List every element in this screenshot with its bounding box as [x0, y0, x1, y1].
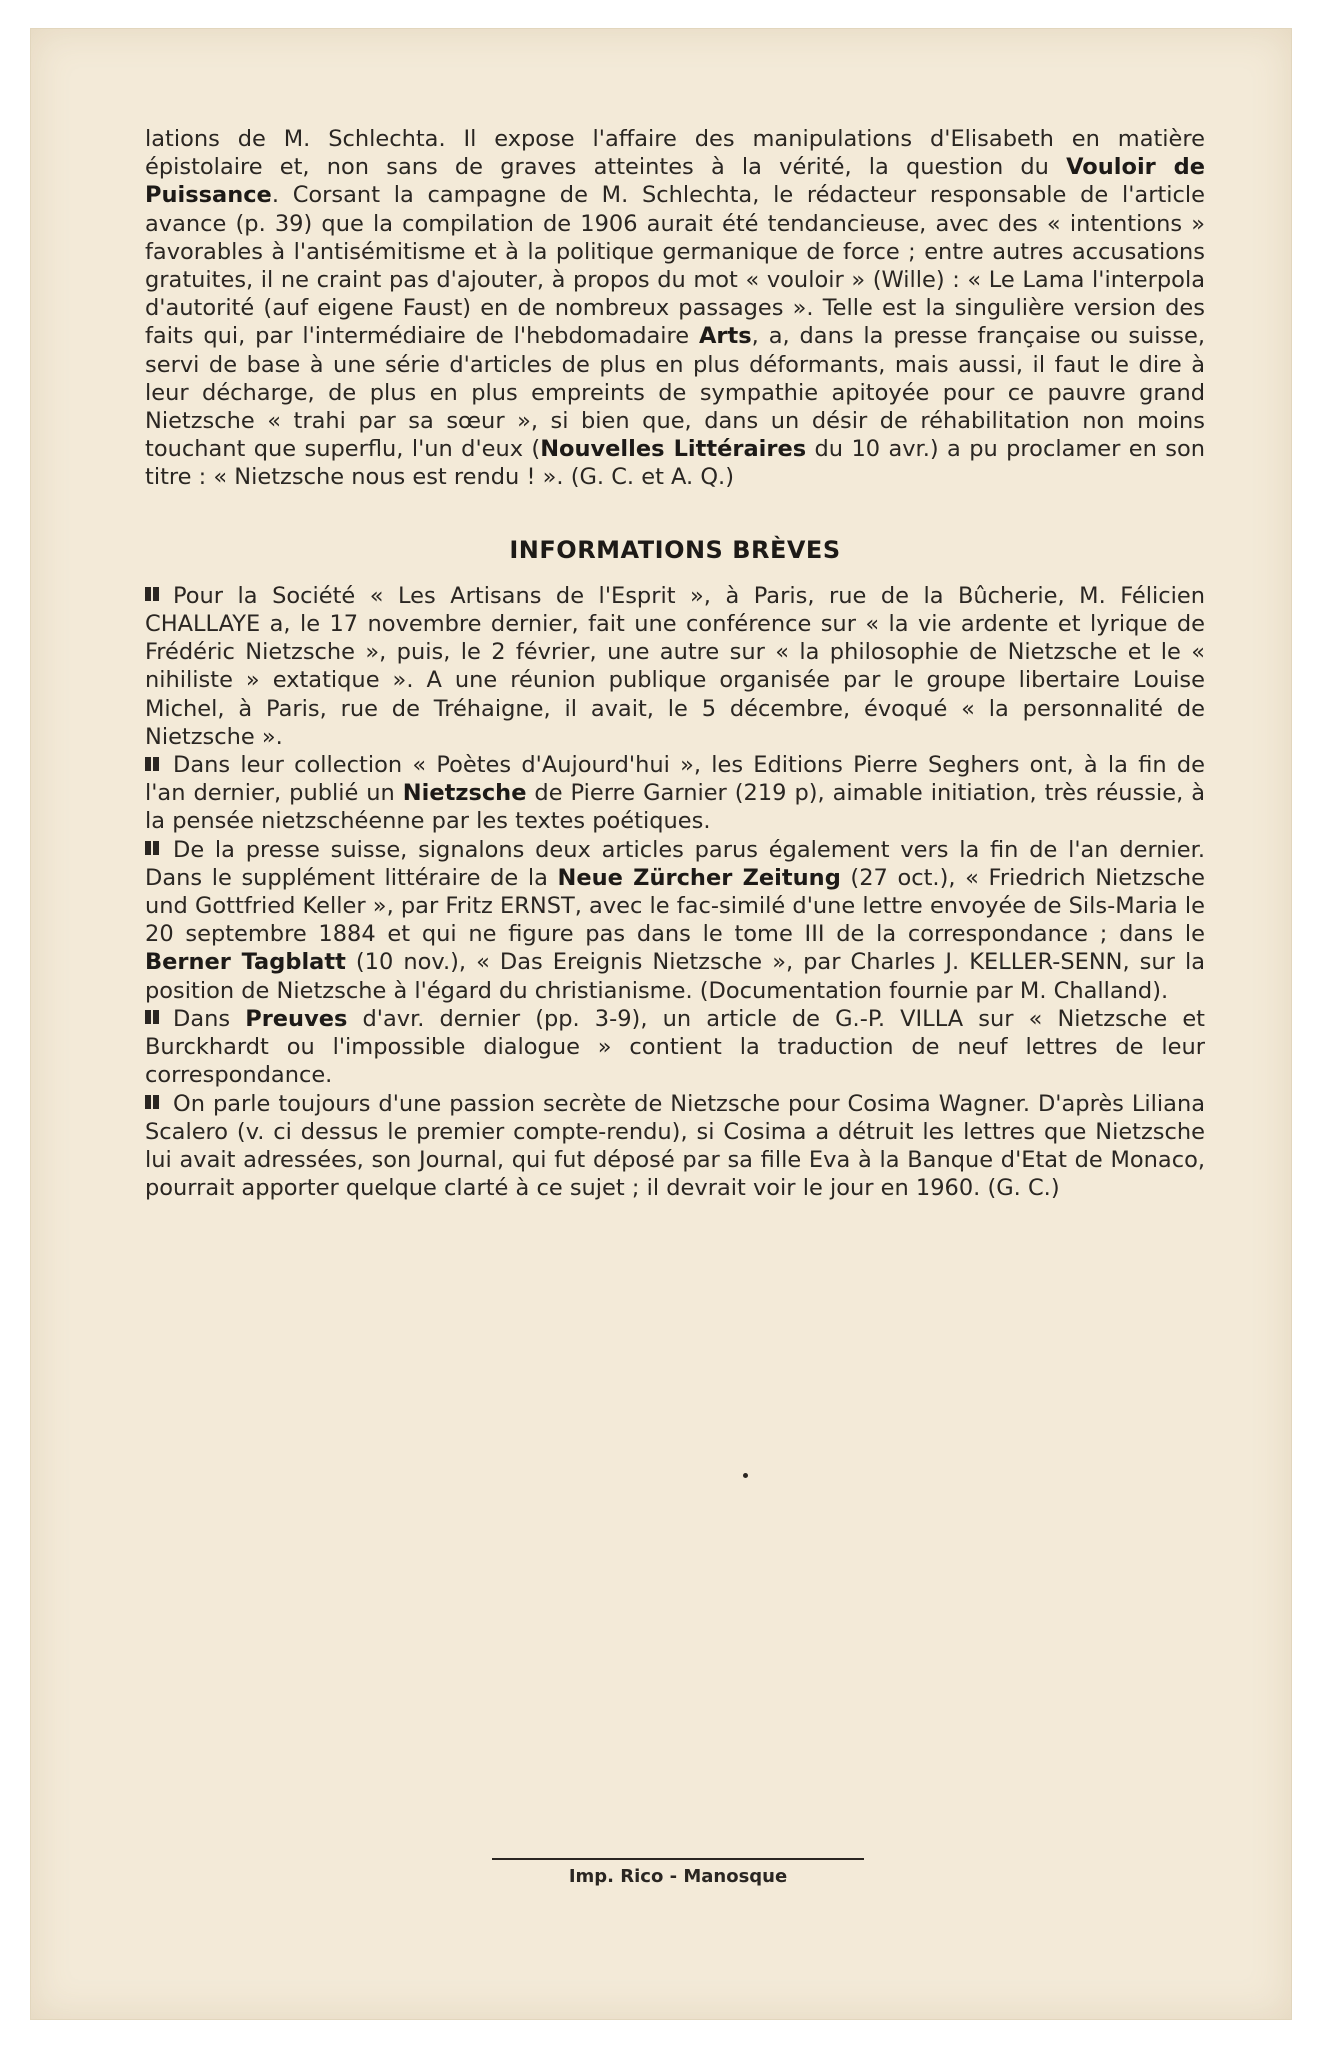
title-arts: Arts	[699, 323, 752, 350]
document-body	[145, 125, 1205, 1202]
section-heading: INFORMATIONS BRÈVES	[509, 535, 841, 564]
news-item: Dans leur collection « Poètes d'Aujourd'hui », les Editions Pierre Seghers ont, à la fin de l'an dernier, publié un Nietzsche de Pierre Garnier (219 p), aimable initiation, très réussie, à la pensée nietzschéenne par les textes poétiques.	[145, 752, 1205, 835]
bullet-icon	[145, 841, 159, 855]
title-nouvelles-litteraires: Nouvelles Littéraires	[540, 436, 807, 463]
bullet-icon	[145, 757, 159, 771]
footer-rule	[492, 1858, 864, 1860]
news-item: Dans Preuves d'avr. dernier (pp. 3-9), un article de G.-P. VILLA sur « Nietzsche et Burckhardt ou l'impossible dialogue » contient la traduction de neuf lettres de leur correspondance.	[145, 1005, 1205, 1089]
news-item: Pour la Société « Les Artisans de l'Esprit », à Paris, rue de la Bûcherie, M. Félicien CHALLAYE a, le 17 novembre dernier, fait une conférence sur « la vie ardente et lyrique de Frédéric Nietzsche », puis, le 2 février, une autre sur « la philosophie de Nietzsche et le « nihiliste » extatique ». A une réunion publique organisée par le groupe libertaire Louise Michel, à Paris, rue de Tréhaigne, il avait, le 5 décembre, évoqué « la personnalité de Nietzsche ».	[145, 582, 1205, 750]
separator-dot	[743, 1473, 748, 1478]
bullet-icon	[145, 587, 159, 601]
printer-imprint: Imp. Rico - Manosque	[568, 1866, 788, 1887]
bullet-icon	[145, 1010, 159, 1024]
news-item: De la presse suisse, signalons deux articles parus également vers la fin de l'an dernier. Dans le supplément littéraire de la Neue Zürcher Zeitung (27 oct.), « Friedrich Nietzsche und Gottfried Keller », par Fritz ERNST, avec le fac-similé d'une lettre envoyée de Sils-Maria le 20 septembre 1884 et qui ne figure pas dans le tome III de la correspondance ; dans le Berner Tagblatt (10 nov.), « Das Ereignis Nietzsche », par Charles J. KELLER-SENN, sur la position de Nietzsche à l'égard du christianisme. (Documentation fournie par M. Challand).	[145, 836, 1205, 1004]
news-item: On parle toujours d'une passion secrète de Nietzsche pour Cosima Wagner. D'après Liliana Scalero (v. ci dessus le premier compte-rendu), si Cosima a détruit les lettres que Nietzsche lui avait adressées, son Journal, qui fut déposé par sa fille Eva à la Banque d'Etat de Monaco, pourrait apporter quelque clarté à ce sujet ; il devrait voir le jour en 1960. (G. C.)	[145, 1090, 1205, 1202]
bullet-icon	[145, 1095, 159, 1109]
intro-paragraph: lations de M. Schlechta. Il expose l'affaire des manipulations d'Elisabeth en matière épistolaire et, non sans de graves atteintes à la vérité, la question du Vouloir de Puissance. Corsant la campagne de M. Schlechta, le rédacteur responsable de l'article avance (p. 39) que la compilation de 1906 aurait été tendancieuse, avec des « intentions » favorables à l'antisémitisme et à la politique germanique de force ; entre autres accusations gratuites, il ne craint pas d'ajouter, à propos du mot « vouloir » (Wille) : « Le Lama l'interpola d'autorité (auf eigene Faust) en de nombreux passages ». Telle est la singulière version des faits qui, par l'intermédiaire de l'hebdomadaire Arts, a, dans la presse française ou suisse, servi de base à une série d'articles de plus en plus déformants, mais aussi, il faut le dire à leur décharge, de plus en plus empreints de sympathie apitoyée pour ce pauvre grand Nietzsche « trahi par sa sœur », si bien que, dans un désir de réhabilitation non moins touchant que superflu, l'un d'eux (Nouvelles Littéraires du 10 avr.) a pu proclamer en son titre : « Nietzsche nous est rendu ! ». (G. C. et A. Q.)	[145, 126, 1205, 491]
title-vouloir: Vouloir de Puissance	[145, 154, 1205, 209]
